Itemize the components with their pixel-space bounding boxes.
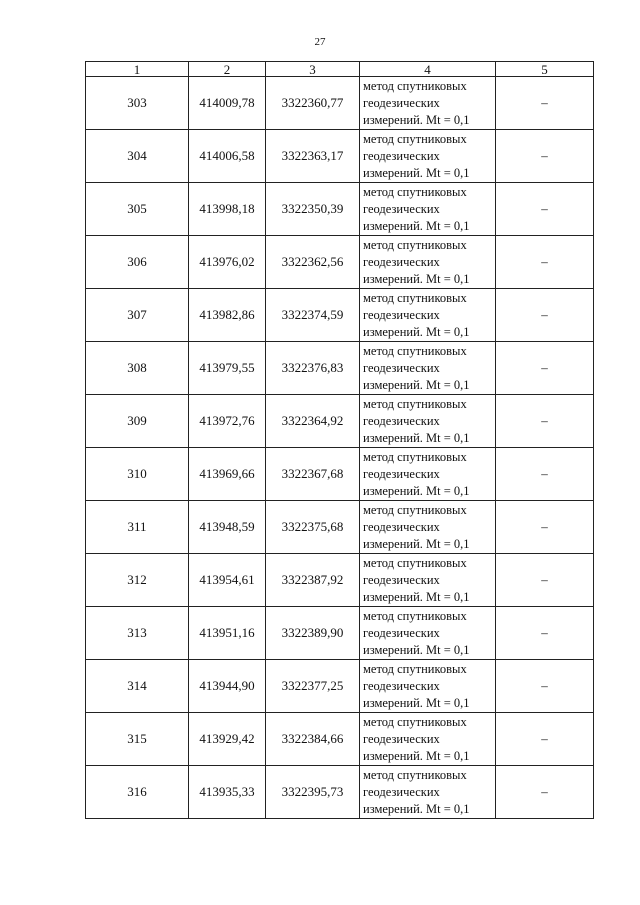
- x-coordinate-cell: 413998,18: [189, 183, 266, 236]
- point-number-cell: 312: [86, 554, 189, 607]
- point-number-cell: 308: [86, 342, 189, 395]
- method-text-line: метод спутниковых: [363, 78, 467, 93]
- point-number-cell: 307: [86, 289, 189, 342]
- column-header-5: 5: [496, 62, 594, 77]
- point-number-cell: 315: [86, 713, 189, 766]
- x-coordinate-cell: 414009,78: [189, 77, 266, 130]
- note-dash: –: [541, 201, 548, 216]
- x-coordinate-cell: 413979,55: [189, 342, 266, 395]
- table-row: [86, 554, 594, 607]
- method-text-line: метод спутниковых: [363, 555, 467, 570]
- method-text-line: измерений. Mt = 0,1: [363, 218, 470, 233]
- x-coordinate-cell: 413969,66: [189, 448, 266, 501]
- method-text-line: метод спутниковых: [363, 396, 467, 411]
- x-coordinate-cell: 413935,33: [189, 766, 266, 819]
- x-coordinate-cell: 413929,42: [189, 713, 266, 766]
- method-text-line: метод спутниковых: [363, 449, 467, 464]
- note-dash: –: [541, 360, 548, 375]
- method-text-line: метод спутниковых: [363, 714, 467, 729]
- method-text-line: метод спутниковых: [363, 767, 467, 782]
- table-row: [86, 501, 594, 554]
- table-row: [86, 607, 594, 660]
- point-number-cell: 303: [86, 77, 189, 130]
- method-cell: [360, 77, 496, 130]
- method-text-line: измерений. Mt = 0,1: [363, 165, 470, 180]
- method-text-line: измерений. Mt = 0,1: [363, 377, 470, 392]
- y-coordinate-cell: 3322362,56: [266, 236, 360, 289]
- method-text-line: геодезических: [363, 148, 440, 163]
- method-text-line: геодезических: [363, 572, 440, 587]
- method-text-line: метод спутниковых: [363, 661, 467, 676]
- note-dash: –: [541, 784, 548, 799]
- method-cell: [360, 130, 496, 183]
- y-coordinate-cell: 3322384,66: [266, 713, 360, 766]
- method-text-line: метод спутниковых: [363, 237, 467, 252]
- x-coordinate-cell: 413951,16: [189, 607, 266, 660]
- y-coordinate-cell: 3322387,92: [266, 554, 360, 607]
- method-text-line: геодезических: [363, 625, 440, 640]
- note-cell: [496, 342, 594, 395]
- point-number-cell: 313: [86, 607, 189, 660]
- method-text-line: измерений. Mt = 0,1: [363, 748, 470, 763]
- method-cell: [360, 289, 496, 342]
- y-coordinate-cell: 3322364,92: [266, 395, 360, 448]
- method-text-line: геодезических: [363, 519, 440, 534]
- method-text-line: измерений. Mt = 0,1: [363, 536, 470, 551]
- method-cell: [360, 395, 496, 448]
- x-coordinate-cell: 413954,61: [189, 554, 266, 607]
- point-number-cell: 306: [86, 236, 189, 289]
- note-dash: –: [541, 678, 548, 693]
- note-cell: [496, 766, 594, 819]
- column-header-2: 2: [189, 62, 266, 77]
- note-cell: [496, 183, 594, 236]
- page-number: 27: [314, 36, 326, 48]
- method-cell: [360, 448, 496, 501]
- method-text-line: измерений. Mt = 0,1: [363, 271, 470, 286]
- x-coordinate-cell: 413972,76: [189, 395, 266, 448]
- y-coordinate-cell: 3322360,77: [266, 77, 360, 130]
- note-dash: –: [541, 731, 548, 746]
- y-coordinate-cell: 3322363,17: [266, 130, 360, 183]
- method-text-line: метод спутниковых: [363, 502, 467, 517]
- method-text-line: геодезических: [363, 307, 440, 322]
- column-header-4: 4: [360, 62, 496, 77]
- method-text-line: геодезических: [363, 784, 440, 799]
- y-coordinate-cell: 3322350,39: [266, 183, 360, 236]
- y-coordinate-cell: 3322389,90: [266, 607, 360, 660]
- x-coordinate-cell: 413948,59: [189, 501, 266, 554]
- method-text-line: геодезических: [363, 254, 440, 269]
- y-coordinate-cell: 3322374,59: [266, 289, 360, 342]
- method-cell: [360, 183, 496, 236]
- point-number-cell: 305: [86, 183, 189, 236]
- note-dash: –: [541, 466, 548, 481]
- note-cell: [496, 395, 594, 448]
- table-header: [86, 62, 594, 77]
- point-number-cell: 314: [86, 660, 189, 713]
- coordinates-table: [85, 61, 594, 819]
- table-row: [86, 342, 594, 395]
- method-cell: [360, 501, 496, 554]
- method-cell: [360, 342, 496, 395]
- y-coordinate-cell: 3322375,68: [266, 501, 360, 554]
- point-number-cell: 304: [86, 130, 189, 183]
- table-row: [86, 448, 594, 501]
- table-row: [86, 395, 594, 448]
- x-coordinate-cell: 413976,02: [189, 236, 266, 289]
- method-text-line: измерений. Mt = 0,1: [363, 589, 470, 604]
- y-coordinate-cell: 3322376,83: [266, 342, 360, 395]
- point-number-cell: 310: [86, 448, 189, 501]
- y-coordinate-cell: 3322395,73: [266, 766, 360, 819]
- table-row: [86, 183, 594, 236]
- note-dash: –: [541, 572, 548, 587]
- note-cell: [496, 660, 594, 713]
- table-row: [86, 77, 594, 130]
- method-text-line: измерений. Mt = 0,1: [363, 695, 470, 710]
- note-dash: –: [541, 307, 548, 322]
- method-text-line: геодезических: [363, 360, 440, 375]
- table-row: [86, 236, 594, 289]
- method-cell: [360, 607, 496, 660]
- note-cell: [496, 236, 594, 289]
- method-cell: [360, 236, 496, 289]
- method-text-line: измерений. Mt = 0,1: [363, 430, 470, 445]
- method-text-line: измерений. Mt = 0,1: [363, 801, 470, 816]
- column-header-3: 3: [266, 62, 360, 77]
- method-text-line: геодезических: [363, 201, 440, 216]
- method-text-line: измерений. Mt = 0,1: [363, 112, 470, 127]
- note-dash: –: [541, 254, 548, 269]
- table-row: [86, 766, 594, 819]
- method-cell: [360, 660, 496, 713]
- method-text-line: метод спутниковых: [363, 343, 467, 358]
- note-cell: [496, 448, 594, 501]
- table-row: [86, 660, 594, 713]
- note-cell: [496, 607, 594, 660]
- table-row: [86, 713, 594, 766]
- note-dash: –: [541, 625, 548, 640]
- method-text-line: геодезических: [363, 731, 440, 746]
- note-cell: [496, 130, 594, 183]
- x-coordinate-cell: 413944,90: [189, 660, 266, 713]
- note-dash: –: [541, 148, 548, 163]
- method-cell: [360, 766, 496, 819]
- note-cell: [496, 289, 594, 342]
- method-cell: [360, 713, 496, 766]
- y-coordinate-cell: 3322367,68: [266, 448, 360, 501]
- method-text-line: измерений. Mt = 0,1: [363, 642, 470, 657]
- column-header-1: 1: [86, 62, 189, 77]
- table-row: [86, 289, 594, 342]
- header-row: [86, 62, 594, 77]
- note-cell: [496, 554, 594, 607]
- method-text-line: метод спутниковых: [363, 290, 467, 305]
- method-text-line: геодезических: [363, 413, 440, 428]
- table-body: [86, 77, 594, 819]
- method-text-line: метод спутниковых: [363, 131, 467, 146]
- x-coordinate-cell: 414006,58: [189, 130, 266, 183]
- note-cell: [496, 713, 594, 766]
- note-cell: [496, 501, 594, 554]
- method-text-line: метод спутниковых: [363, 608, 467, 623]
- note-cell: [496, 77, 594, 130]
- note-dash: –: [541, 413, 548, 428]
- method-text-line: геодезических: [363, 95, 440, 110]
- method-text-line: метод спутниковых: [363, 184, 467, 199]
- method-text-line: измерений. Mt = 0,1: [363, 324, 470, 339]
- point-number-cell: 311: [86, 501, 189, 554]
- x-coordinate-cell: 413982,86: [189, 289, 266, 342]
- table-row: [86, 130, 594, 183]
- point-number-cell: 316: [86, 766, 189, 819]
- method-text-line: геодезических: [363, 466, 440, 481]
- method-cell: [360, 554, 496, 607]
- method-text-line: геодезических: [363, 678, 440, 693]
- method-text-line: измерений. Mt = 0,1: [363, 483, 470, 498]
- note-dash: –: [541, 519, 548, 534]
- note-dash: –: [541, 95, 548, 110]
- y-coordinate-cell: 3322377,25: [266, 660, 360, 713]
- point-number-cell: 309: [86, 395, 189, 448]
